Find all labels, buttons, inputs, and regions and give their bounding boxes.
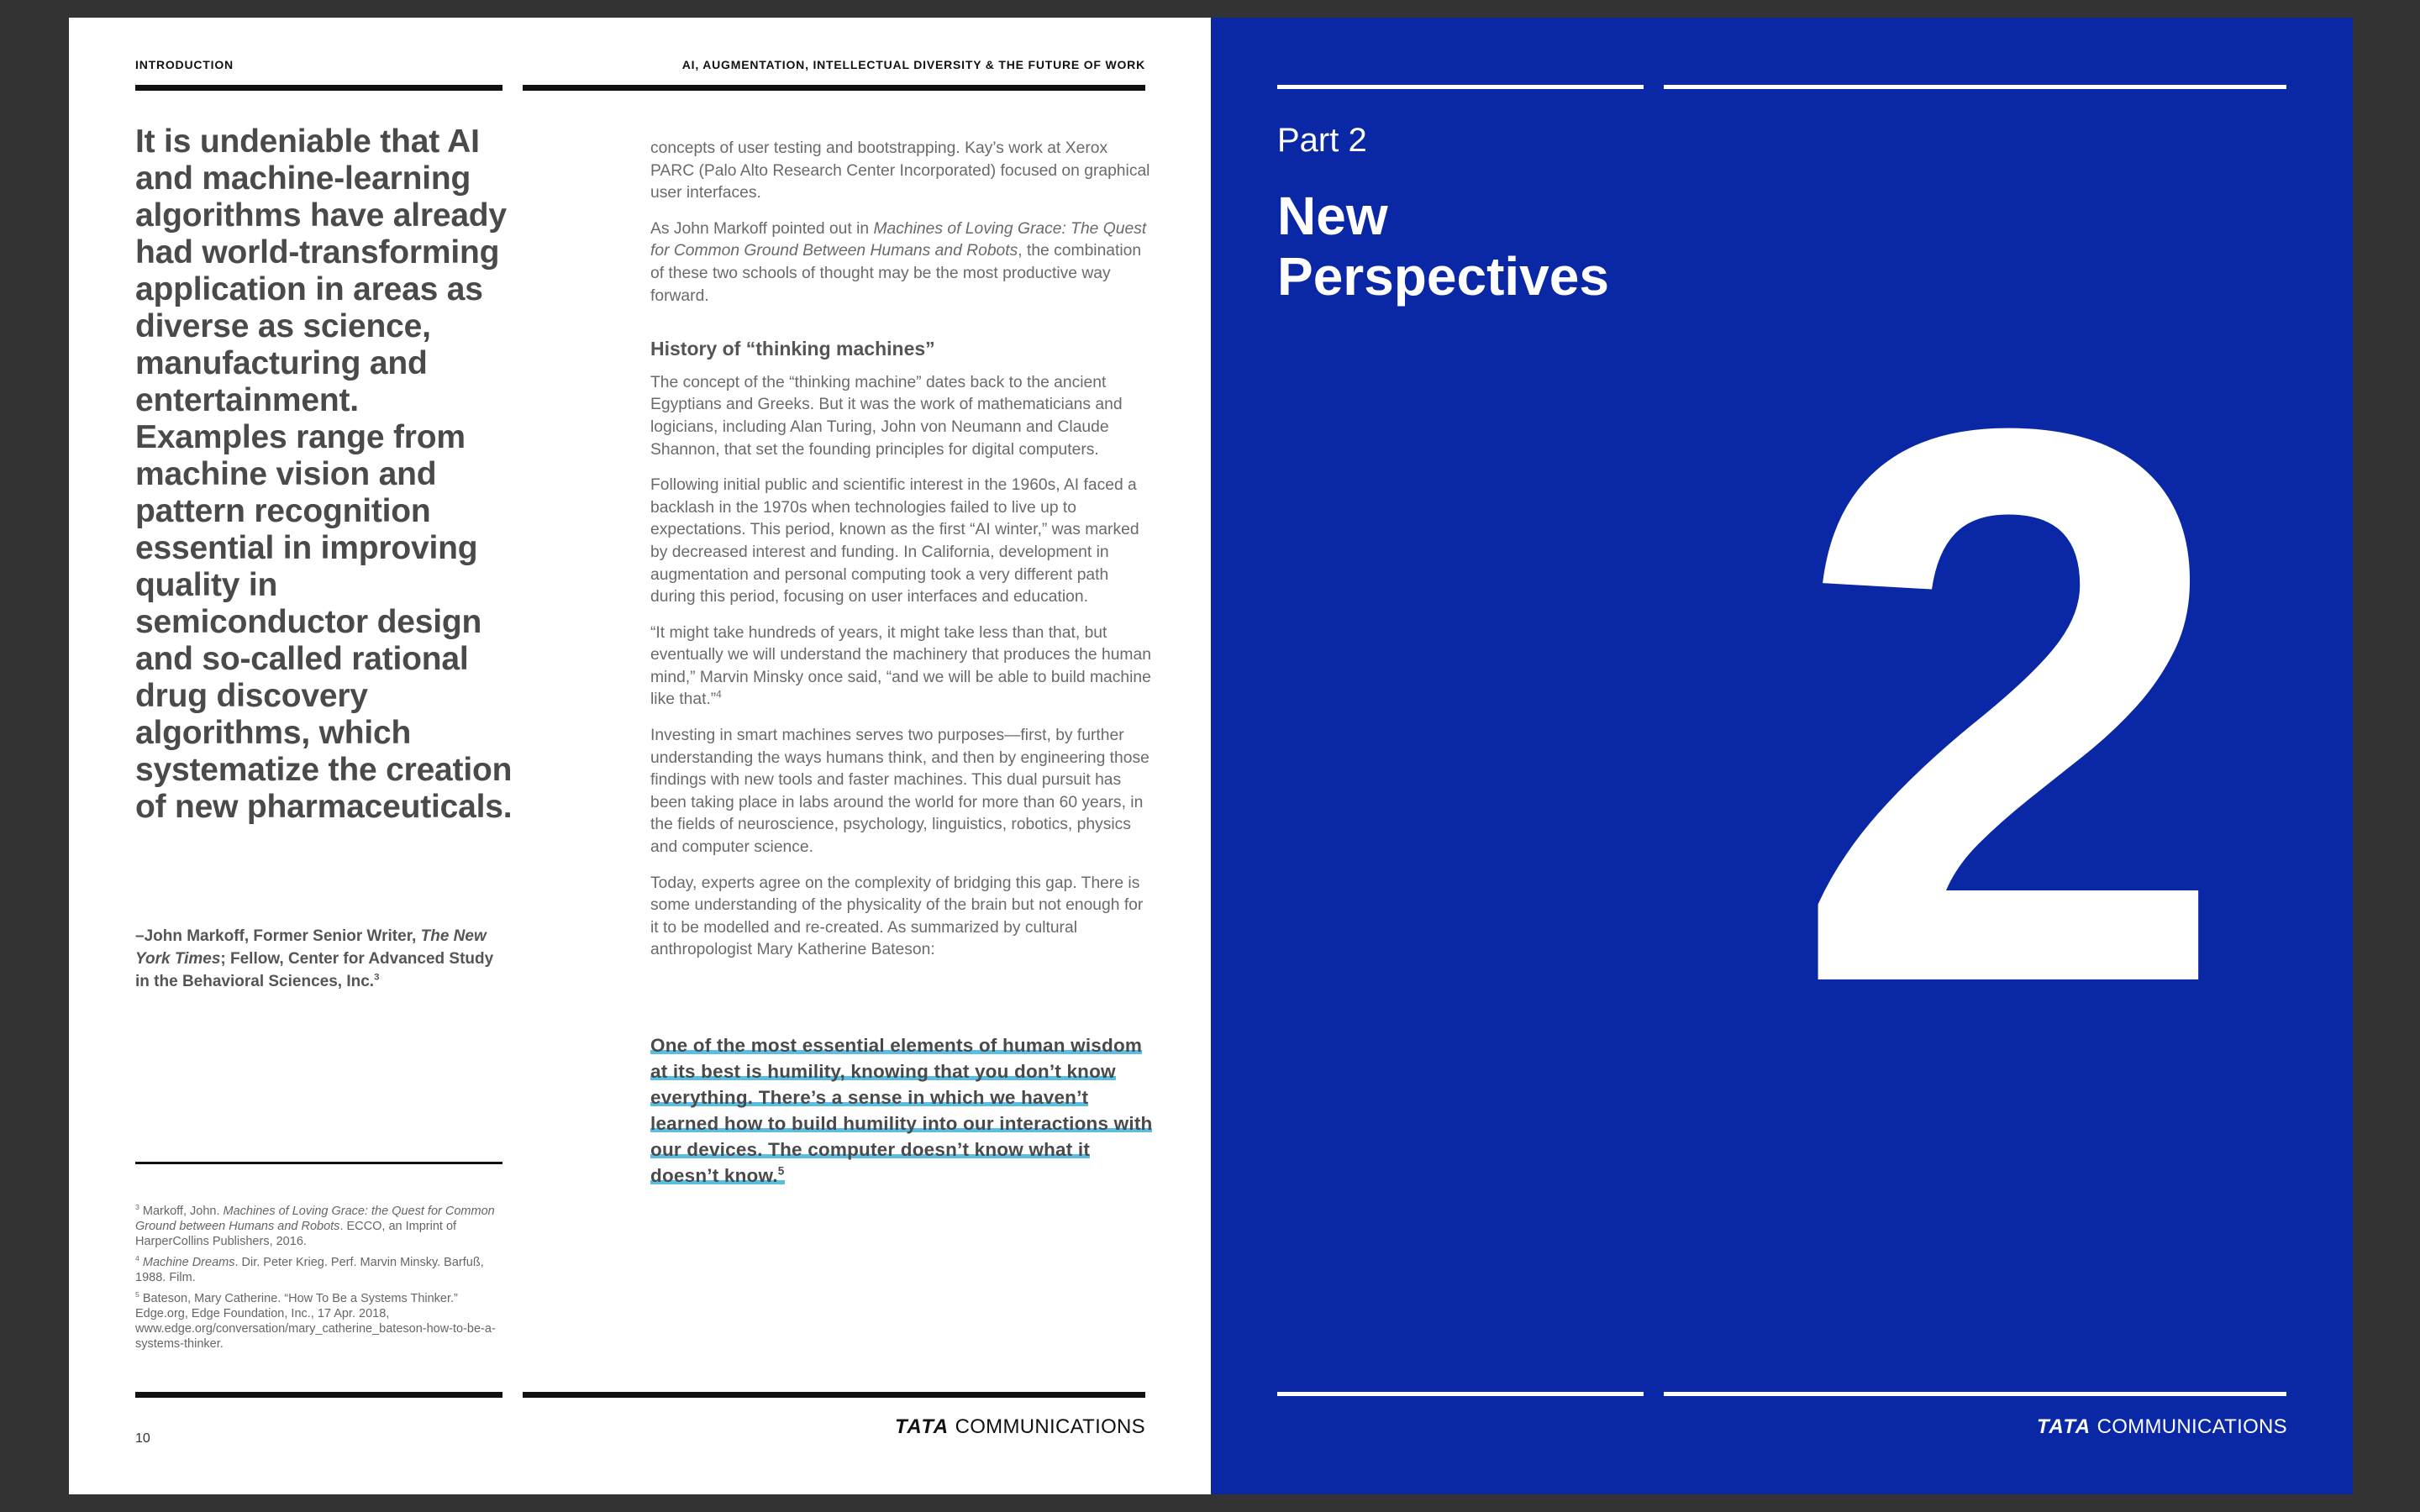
quote-attribution: –John Markoff, Former Senior Writer, The New York Times; Fellow, Center for Advanced Study in the Behavioral Sciences, Inc.$^3$ xyxy=(135,927,494,990)
footnote-3: $^3$ Markoff, John. Machines of Loving Grace: the Quest for Common Ground between Humans and Robots. ECCO, an Imprint of HarperCollins Publishers, 2016. xyxy=(135,1203,495,1248)
footer-rule-left xyxy=(135,1392,502,1398)
body-paragraph: concepts of user testing and bootstrapping. Kay’s work at Xerox PARC (Palo Alto Research Center Incorporated) focused on graphical user interfaces. xyxy=(650,139,1150,202)
section-heading: History of “thinking machines” xyxy=(650,338,935,360)
chapter-number: 2 xyxy=(1791,265,2230,1147)
running-header: AI, AUGMENTATION, INTELLECTUAL DIVERSITY & THE FUTURE OF WORK xyxy=(681,58,1145,71)
footnote-5: $^5$ Bateson, Mary Catherine. “How To Be a Systems Thinker.” Edge.org, Edge Foundation, Inc., 17 Apr. 2018, www.edge.org/conversation/mary_catherine_bateson-how-to-be-a-systems-thinker. xyxy=(135,1290,496,1351)
left-page xyxy=(69,18,1211,1494)
header-rule-right xyxy=(523,85,1145,91)
header-rule-right xyxy=(1664,85,2286,89)
footer-rule-left xyxy=(1277,1392,1644,1396)
tata-communications-logo: TATA COMMUNICATIONS xyxy=(2036,1415,2287,1438)
pull-quote: It is undeniable that AI and machine-learning algorithms have already had world-transforming application in areas as diverse as science, manufacturing and entertainment. Examples range from machine vision and pattern recognition essential in improving quality in semiconductor design and so-called rational drug discovery algorithms, which systematize the creation of new pharmaceuticals. xyxy=(135,123,513,825)
part-title: New Perspectives xyxy=(1277,186,1609,307)
body-paragraph: Following initial public and scientific interest in the 1960s, AI faced a backlash in the 1970s when technologies failed to live up to expectations. This period, known as the first “AI winter,” was marked by decreased interest and funding. In California, development in augmentation and personal computing took a very different path during this period, focusing on user interfaces and education. xyxy=(650,476,1139,606)
tata-communications-logo: TATA COMMUNICATIONS xyxy=(894,1415,1145,1438)
footnotes xyxy=(135,1204,505,1357)
footnote-4: $^4$ Machine Dreams. Dir. Peter Krieg. Perf. Marvin Minsky. Barfuß, 1988. Film. xyxy=(135,1254,484,1284)
header-rule-left xyxy=(1277,85,1644,89)
section-header: INTRODUCTION xyxy=(135,58,234,71)
body-paragraph: Today, experts agree on the complexity of bridging this gap. There is some understanding of the physicality of the brain but not enough for it to be modelled and re-created. As summarized by cultural anthropologist Mary Katherine Bateson: xyxy=(650,874,1144,959)
page-number: 10 xyxy=(135,1431,150,1446)
header-rule-left xyxy=(135,85,502,91)
body-paragraph: The concept of the “thinking machine” dates back to the ancient Egyptians and Greeks. But it was the work of mathematicians and logicians, including Alan Turing, John von Neumann and Claude Shannon, that set the founding principles for digital computers. xyxy=(650,373,1123,459)
footnote-rule xyxy=(135,1162,502,1164)
footer-rule-right xyxy=(1664,1392,2286,1396)
right-page xyxy=(1211,18,2353,1494)
document-spread xyxy=(69,18,2353,1494)
body-paragraph: Investing in smart machines serves two purposes—first, by further understanding the ways humans think, and then by engineering those findings with new tools and faster machines. This dual pursuit has been taking place in labs around the world for more than 60 years, in the fields of neuroscience, psychology, linguistics, robotics, physics and computer science. xyxy=(650,727,1150,857)
body-paragraph: “It might take hundreds of years, it might take less than that, but eventually we will understand the machinery that produces the human mind,” Marvin Minsky once said, “and we will be able to build machine like that.”$^4$ xyxy=(650,623,1151,709)
body-paragraph: As John Markoff pointed out in Machines of Loving Grace: The Quest for Common Ground Between Humans and Robots, the combination of these two schools of thought may be the most productive way forward. xyxy=(650,219,1147,305)
footer-rule-right xyxy=(523,1392,1145,1398)
part-label: Part 2 xyxy=(1277,122,1367,159)
body-column xyxy=(650,138,1155,975)
highlighted-quote: One of the most essential elements of human wisdom at its best is humility, knowing that you don’t know everything. There’s a sense in which we haven’t learned how to build humility into our interactions with our devices. The computer doesn’t know what it doesn’t know.$^5$ xyxy=(650,1035,1153,1186)
